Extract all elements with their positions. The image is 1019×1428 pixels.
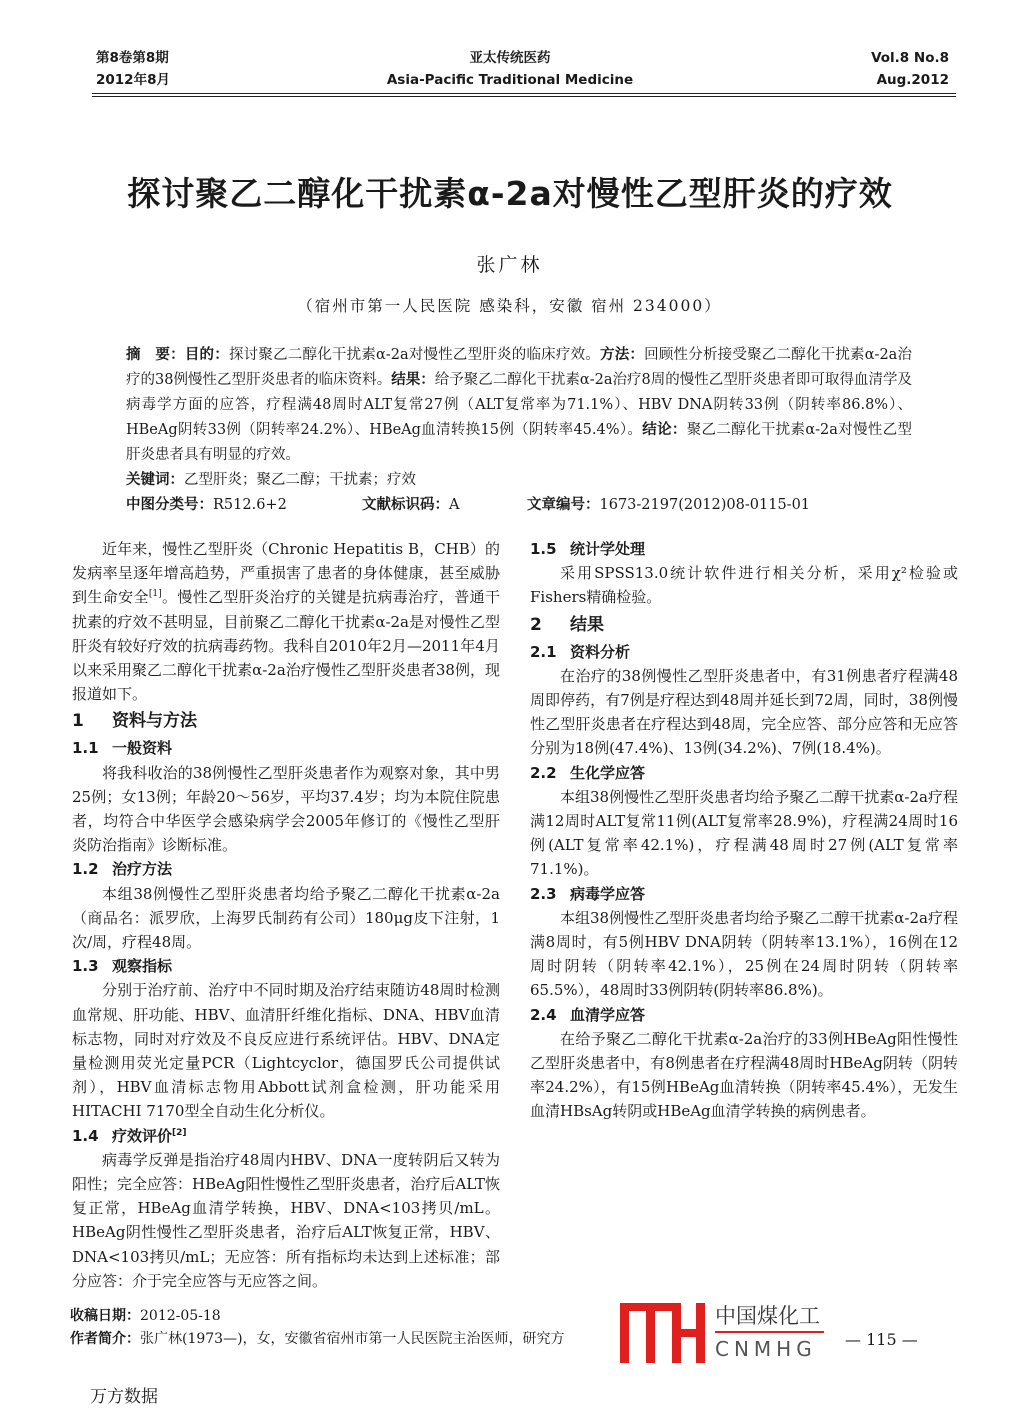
footnote-text <box>70 1305 610 1351</box>
section-2-4-text: 在给予聚乙二醇化干扰素α-2a治疗的33例HBeAg阳性慢性乙型肝炎患者中，有8例患者在疗程满48周时HBeAg阴转（阴转率24.2%），有15例HBeAg血清转换（阴转率45.4%），无发生血清HBsAg转阴或HBeAg血清学转换的病例患者。 <box>530 1029 958 1121</box>
header-rule <box>92 93 956 94</box>
date-cn: 2012年8月 <box>96 72 170 88</box>
conclusion-text: 聚乙二醇化干扰素α-2a对慢性乙型肝炎患者具有明显的疗效。 <box>126 422 913 463</box>
volume-en: Vol.8 No.8 <box>871 50 949 66</box>
watermark-logo <box>620 1303 880 1363</box>
section-number: 1.4 <box>72 1126 99 1145</box>
journal-name <box>300 47 720 91</box>
section-number: 2.4 <box>530 1005 557 1024</box>
section-1-1-heading <box>72 736 500 760</box>
classification-row <box>126 493 912 518</box>
conclusion-label: 结论： <box>642 422 687 438</box>
affiliation: （宿州市第一人民医院 感染科，安徽 宿州 234000） <box>297 297 722 315</box>
keywords-value: 乙型肝炎；聚乙二醇；干扰素；疗效 <box>184 472 416 488</box>
classification-value: R512.6+2 <box>213 497 287 513</box>
section-1-4-heading <box>72 1124 500 1148</box>
section-1-1-text: 将我科收治的38例慢性乙型肝炎患者作为观察对象，其中男25例；女13例；年龄20～56岁，平均37.4岁；均为本院住院患者，均符合中华医学会感染病学会2005年修订的《慢性乙型肝炎防治指南》诊断标准。 <box>72 763 500 855</box>
header-rule-thin <box>92 96 956 97</box>
section-number: 1.5 <box>530 540 557 558</box>
section-title: 病毒学应答 <box>570 884 646 903</box>
section-title: 一般资料 <box>112 739 173 758</box>
bio-value: 张广林(1973—)，女，安徽省宿州市第一人民医院主治医师，研究方 <box>140 1331 565 1348</box>
section-title: 血清学应答 <box>570 1005 646 1024</box>
left-column <box>72 537 500 1293</box>
section-title: 结果 <box>570 614 604 635</box>
citation: [1] <box>148 589 162 600</box>
section-title: 生化学应答 <box>570 763 646 782</box>
received-date <box>70 1305 610 1328</box>
mh-logo-icon <box>620 1303 710 1363</box>
author: 张广林 <box>476 254 543 276</box>
intro-text-2: 。慢性乙型肝炎治疗的关键是抗病毒治疗，普通干扰素的疗效不甚明显，目前聚乙二醇化干扰素α-2a是对慢性乙型肝炎有较好疗效的抗病毒药物。我科自2010年2月—2011年4月以来采用聚乙二醇化干扰素α-2a治疗慢性乙型肝炎患者38例，现报道如下。 <box>72 588 500 704</box>
date-en: Aug.2012 <box>876 72 949 88</box>
classification <box>126 493 362 518</box>
result-label: 结果： <box>391 372 435 388</box>
section-number: 1.3 <box>72 957 99 976</box>
keywords <box>126 468 912 493</box>
source-label: 万方数据 <box>90 1387 158 1407</box>
classification-label: 中图分类号： <box>126 497 213 513</box>
journal-en: Asia-Pacific Traditional Medicine <box>386 72 634 88</box>
body-columns <box>72 537 958 1293</box>
article-no-label: 文章编号： <box>527 497 600 513</box>
section-title: 治疗方法 <box>112 860 173 879</box>
section-title: 资料与方法 <box>112 711 197 732</box>
section-number: 1.1 <box>72 739 99 758</box>
doc-code <box>362 493 527 518</box>
section-2-2-heading <box>530 761 958 785</box>
section-2-3-text: 本组38例慢性乙型肝炎患者均给予聚乙二醇干扰素α-2a疗程满8周时，有5例HBV DNA阴转（阴转率13.1%），16例在12周时阴转（阴转率42.1%），25例在24周时阴转（阴转率65.5%），48周时33例阴转(阴转率86.8%)。 <box>530 908 958 1000</box>
abstract-text <box>126 343 912 468</box>
section-number: 2.3 <box>530 884 557 903</box>
section-number: 1 <box>72 711 84 732</box>
watermark-cn: 中国煤化工 <box>715 1303 824 1333</box>
section-1-heading <box>72 706 500 736</box>
journal-cn: 亚太传统医药 <box>469 50 551 66</box>
paper-title: 探讨聚乙二醇化干扰素α-2a对慢性乙型肝炎的疗效 <box>127 174 893 213</box>
purpose-text: 探讨聚乙二醇化干扰素α-2a对慢性乙型肝炎的临床疗效。 <box>228 347 601 363</box>
section-number: 2 <box>530 614 542 635</box>
section-1-5-text: 采用SPSS13.0统计软件进行相关分析，采用χ²检验或Fishers精确检验。 <box>530 564 958 607</box>
section-title: 观察指标 <box>112 957 173 976</box>
doc-code-value: A <box>449 497 460 513</box>
section-2-1-text: 在治疗的38例慢性乙型肝炎患者中，有31例患者疗程满48周即停药，有7例是疗程达到48周并延长到72周，同时，38例慢性乙型肝炎患者在疗程达到48周，完全应答、部分应答和无应答分别为18例(47.4%)、13例(34.2%)、7例(18.4%)。 <box>530 666 958 758</box>
section-2-heading <box>530 610 958 640</box>
article-content <box>72 343 958 1375</box>
section-number: 2.1 <box>530 642 557 661</box>
issue-info-en <box>871 47 949 91</box>
article-no-value: 1673-2197(2012)08-0115-01 <box>599 497 811 513</box>
method-label: 方法： <box>600 347 645 363</box>
section-2-2-text: 本组38例慢性乙型肝炎患者均给予聚乙二醇干扰素α-2a疗程满12周时ALT复常11例(ALT复常率28.9%)，疗程满24周时16例(ALT复常率42.1%)，疗程满48周时27例(ALT复常率71.1%)。 <box>530 787 958 879</box>
section-title: 疗效评价 <box>112 1126 173 1145</box>
section-2-1-heading <box>530 640 958 664</box>
intro-paragraph <box>72 537 500 706</box>
method-text: 回顾性分析接受聚乙二醇化干扰素α-2a治疗的38例慢性乙型肝炎患者的临床资料。 <box>126 347 913 388</box>
purpose-label: 目的： <box>184 347 229 363</box>
received-label: 收稿日期： <box>70 1308 140 1325</box>
right-column <box>530 537 958 1293</box>
received-value: 2012-05-18 <box>140 1308 221 1325</box>
intro-text: 近年来，慢性乙型肝炎（Chronic Hepatitis B，CHB）的发病率呈逐年增高趋势，严重损害了患者的身体健康，甚至威胁到生命安全 <box>72 540 500 607</box>
result-text: 给予聚乙二醇化干扰素α-2a治疗8周的慢性乙型肝炎患者即可取得血清学及病毒学方面的应答，疗程满48周时ALT复常27例（ALT复常率为71.1%）、HBV DNA阴转33例（阴转率86.8%）、HBeAg阴转33例（阴转率24.2%）、HBeAg血清转换15例（阴转率45.4%）。 <box>126 372 912 438</box>
footnote <box>70 1305 958 1375</box>
volume-cn: 第8卷第8期 <box>96 50 169 66</box>
section-2-4-heading <box>530 1003 958 1027</box>
section-number: 2.2 <box>530 763 557 782</box>
section-title: 资料分析 <box>570 642 631 661</box>
page-number: — 115 — <box>845 1330 918 1349</box>
watermark-en: CNMHG <box>715 1337 817 1362</box>
author-bio <box>70 1328 610 1351</box>
doc-code-label: 文献标识码： <box>362 497 449 513</box>
bio-label: 作者简介： <box>70 1331 140 1348</box>
section-1-4-text: 病毒学反弹是指治疗48周内HBV、DNA一度转阴后又转为阳性；完全应答：HBeAg阳性慢性乙型肝炎患者，治疗后ALT恢复正常，HBeAg血清学转换，HBV、DNA<103拷贝/mL。HBeAg阴性慢性乙型肝炎患者，治疗后ALT恢复正常，HBV、DNA<103拷贝/mL；无应答：所有指标均未达到上述标准；部分应答：介于完全应答与无应答之间。 <box>72 1150 500 1290</box>
section-1-5-heading <box>530 537 958 561</box>
abstract <box>126 343 912 530</box>
section-1-3-heading <box>72 954 500 978</box>
section-number: 1.2 <box>72 860 99 879</box>
article-no <box>527 493 810 518</box>
section-1-2-heading <box>72 857 500 881</box>
keywords-label: 关键词： <box>126 472 184 488</box>
section-title: 统计学处理 <box>570 540 646 558</box>
section-1-3-text: 分别于治疗前、治疗中不同时期及治疗结束随访48周时检测血常规、肝功能、HBV、血清肝纤维化指标、DNA、HBV血清标志物，同时对疗效及不良反应进行系统评估。HBV、DNA定量检测用荧光定量PCR（Lightcyclor，德国罗氏公司提供试剂），HBV血清标志物用Abbott试剂盒检测，肝功能采用HITACHI 7170型全自动生化分析仪。 <box>72 981 500 1121</box>
issue-info <box>96 47 170 91</box>
abstract-label: 摘 要： <box>126 347 185 363</box>
citation: [2] <box>172 1127 187 1138</box>
section-2-3-heading <box>530 882 958 906</box>
section-1-2-text: 本组38例慢性乙型肝炎患者均给予聚乙二醇化干扰素α-2a（商品名：派罗欣，上海罗氏制药有公司）180μg皮下注射，1次/周，疗程48周。 <box>72 884 500 952</box>
